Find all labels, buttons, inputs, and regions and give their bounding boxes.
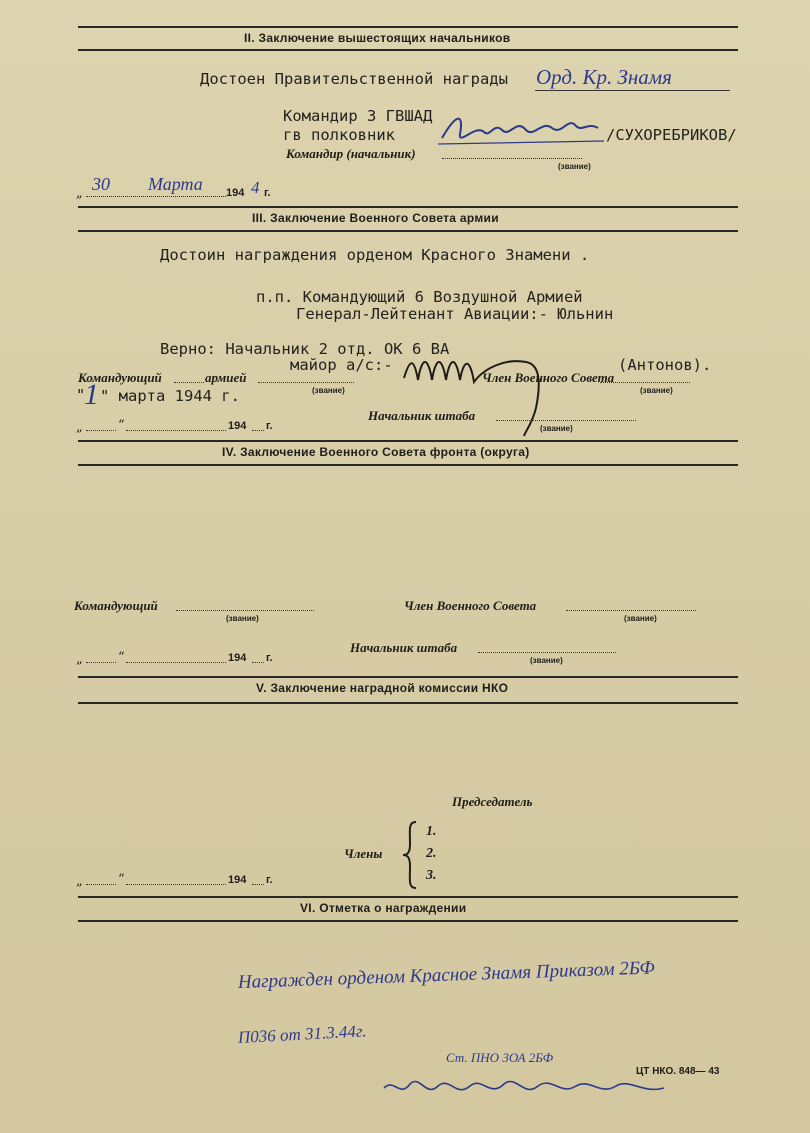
section-3-header: III. Заключение Военного Совета армии [252,211,499,225]
section-6-header: VI. Отметка о награждении [300,901,467,915]
front-blank-suffix: г. [266,652,273,664]
section-5-header: V. Заключение наградной комиссии НКО [256,681,509,695]
nko-blank-suffix: г. [266,874,273,886]
army-commander-line2: Генерал-Лейтенант Авиации:- Юльнин [296,305,614,323]
award-recommendation-typed: Достоен Правительственной награды [200,70,508,88]
rank-caption-commander: (звание) [312,386,345,395]
award-note-handwritten: Награжден орденом Красное Знамя Приказом 2БФ [237,957,656,993]
commander-label: Командующий [78,370,162,385]
army-commander-line1: п.п. Командующий 6 Воздушной Армией [256,288,583,306]
date-day-handwritten: 30 [92,174,110,194]
chief-of-staff-label: Начальник штаба [368,408,476,423]
form-code: ЦТ НКО. 848— 43 [636,1066,720,1077]
front-rank-caption-commander: (звание) [226,614,259,623]
army-date-day-handwritten: 1 [84,378,99,411]
order-reference-handwritten: П036 от 31.3.44г. [237,1021,368,1047]
verifier-surname: (Антонов). [618,356,712,374]
award-recommendation-handwritten: Орд. Кр. Знамя [536,65,672,89]
date-suffix: г. [264,187,271,199]
members-label: Члены [344,846,383,861]
front-blank-year: 194 [228,652,247,664]
army-council-decision: Достоин награждения орденом Красного Знамени . [160,246,590,264]
army-blank-year: 194 [228,420,247,432]
section-4-header: IV. Заключение Военного Совета фронта (округа) [222,445,530,459]
date-month-handwritten: Марта [148,174,203,194]
commander-surname: /СУХОРЕБРИКОВ/ [606,126,737,144]
award-document-page: II. Заключение вышестоящих начальников Достоен Правительственной награды Орд. Кр. Знамя Командир 3 ГВШАД гв полковник /СУХОРЕБРИКОВ/ Командир (начальник) (звание) „ 30 Марта 194 4 г. III. Заключение Военного Совета армии Достоин награждения орденом Красного Знамени . п.п. Командующий 6 Воздушной Армией Генерал-Лейтенант Авиации:- Юльнин Верно: Начальник 2 отд. ОК 6 ВА майор а/с:- (Антонов). Командующий армией (звание) Член Военного Совета (звание) " 1 " марта 1944 г. Начальник штаба (звание) „ “ 194 г. IV. Заключение Военного Совета фронта (округа) Командующий (звание) Член Военного Совета (звание) Начальник штаба (звание) „ “ 194 г. V. Заключение наградной комиссии НКО Председатель Члены 1. 2. 3. „ “ 194 г. VI. Отметка о награждении Награжден орденом Красное Знамя Приказом 2БФ П036 от 31.3.44г. Ст. ПНО 3ОА 2БФ ЦТ НКО. 848— 43 [0,0,810,1133]
rank-caption-chief: (звание) [540,424,573,433]
rank-caption-council: (звание) [640,386,673,395]
verification-line: Верно: Начальник 2 отд. ОК 6 ВА [160,340,450,358]
council-member-label: Член Военного Совета [482,370,615,385]
commander-title-line1: Командир 3 ГВШАД [283,107,433,125]
army-date-typed: " марта 1944 г. [100,387,240,405]
officer-signature-icon [380,1068,670,1108]
front-chief-of-staff-label: Начальник штаба [350,640,458,655]
officer-note-handwritten: Ст. ПНО 3ОА 2БФ [446,1050,554,1065]
front-rank-caption-chief: (звание) [530,656,563,665]
rank-caption: (звание) [558,162,591,171]
front-commander-label: Командующий [74,598,158,613]
section-2-header: II. Заключение вышестоящих начальников [244,31,511,45]
army-blank-suffix: г. [266,420,273,432]
date-year-prefix: 194 [226,187,245,199]
date-year-handwritten: 4 [251,178,260,197]
members-brace-icon [400,820,420,890]
member-1: 1. [426,824,437,839]
army-label: армией [205,370,247,385]
commander-title-line2: гв полковник [283,126,395,144]
front-council-member-label: Член Военного Совета [404,598,537,613]
commander-caption: Командир (начальник) [286,146,416,161]
member-2: 2. [426,846,437,861]
member-3: 3. [426,868,437,883]
commander-signature-icon [436,108,606,154]
front-rank-caption-council: (звание) [624,614,657,623]
verifier-rank: майор а/с:- [290,356,393,374]
chairman-label: Председатель [452,794,533,809]
nko-blank-year: 194 [228,874,247,886]
